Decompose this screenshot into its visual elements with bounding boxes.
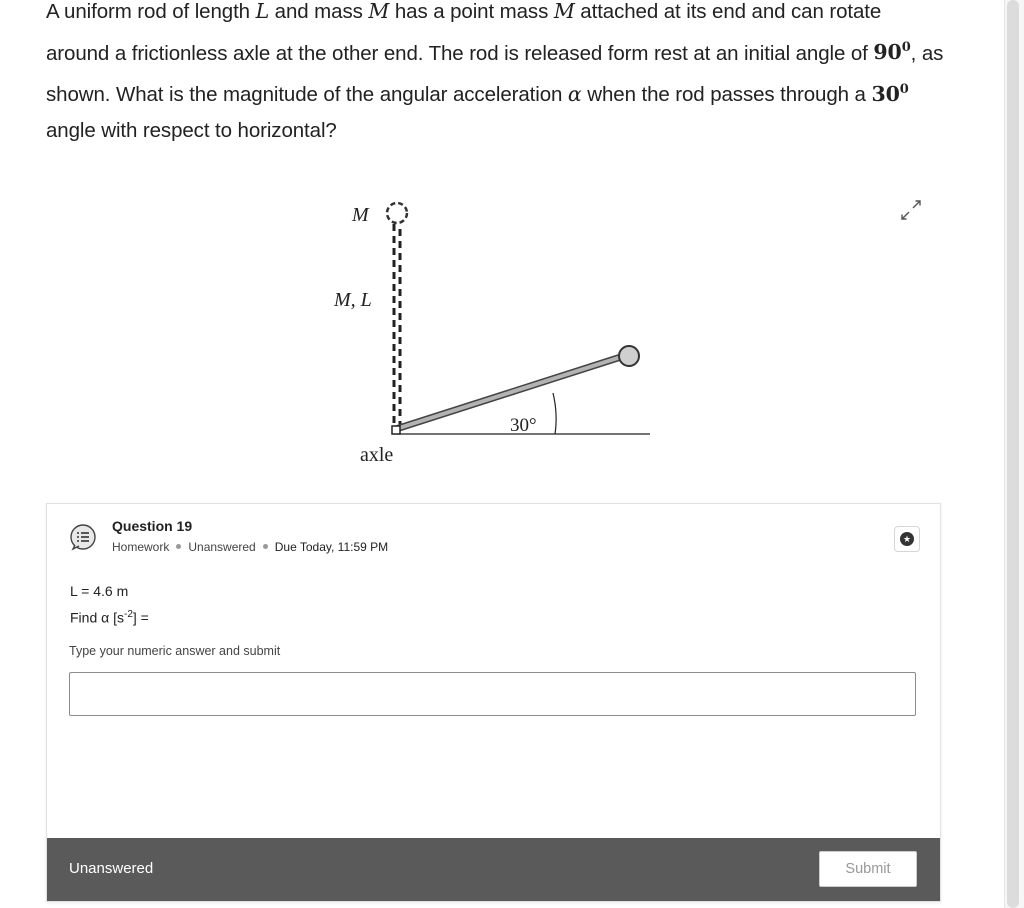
axle [392, 426, 400, 434]
question-title: Question 19 [112, 518, 193, 534]
list-chat-icon [69, 523, 97, 551]
star-button[interactable] [894, 526, 920, 552]
label-angle: 30° [510, 415, 537, 436]
initial-point-mass [387, 203, 407, 223]
label-point-mass: M [352, 204, 369, 226]
submit-button[interactable]: Submit [819, 851, 917, 887]
question-footer [47, 838, 940, 901]
meta-status: Unanswered [188, 540, 256, 554]
expand-arrows-icon[interactable] [897, 196, 925, 224]
meta-type: Homework [112, 540, 170, 554]
label-axle: axle [360, 444, 394, 466]
angle-arc [553, 393, 556, 434]
var-M: M [368, 0, 390, 23]
var-L: L [255, 0, 270, 23]
question-card [46, 503, 941, 902]
given-length: L = 4.6 m [70, 583, 129, 599]
final-angle: $30^0$ [871, 81, 909, 106]
point-mass [619, 346, 639, 366]
scrollbar-thumb[interactable] [1007, 0, 1019, 908]
due-date: Due Today, 11:59 PM [274, 540, 389, 554]
footer-status: Unanswered [69, 860, 154, 877]
var-alpha: α [567, 81, 582, 106]
star-icon: ★ [900, 532, 914, 546]
initial-angle: $90^0$ [873, 40, 911, 65]
initial-rod-dashed [394, 224, 400, 432]
given-values [70, 579, 149, 630]
var-M: M [553, 0, 575, 23]
question-meta [112, 540, 388, 554]
find-prompt: Find α $[s^{-2}]$ = [70, 609, 149, 626]
problem-statement: A uniform rod of length L and mass M has a point mass M attached at its end and can rotate around a frictionless axle at the other end. The rod is released form rest at an initial angle of $90^0$, as shown. What is the magnitude of the angular acceleration α when the rod passes through a $30^0$ angle with respect to horizontal? [46, 0, 944, 143]
label-rod: M, L [334, 289, 372, 311]
rod-diagram [325, 188, 665, 473]
answer-input[interactable] [69, 672, 916, 716]
answer-instruction: Type your numeric answer and submit [69, 644, 281, 658]
